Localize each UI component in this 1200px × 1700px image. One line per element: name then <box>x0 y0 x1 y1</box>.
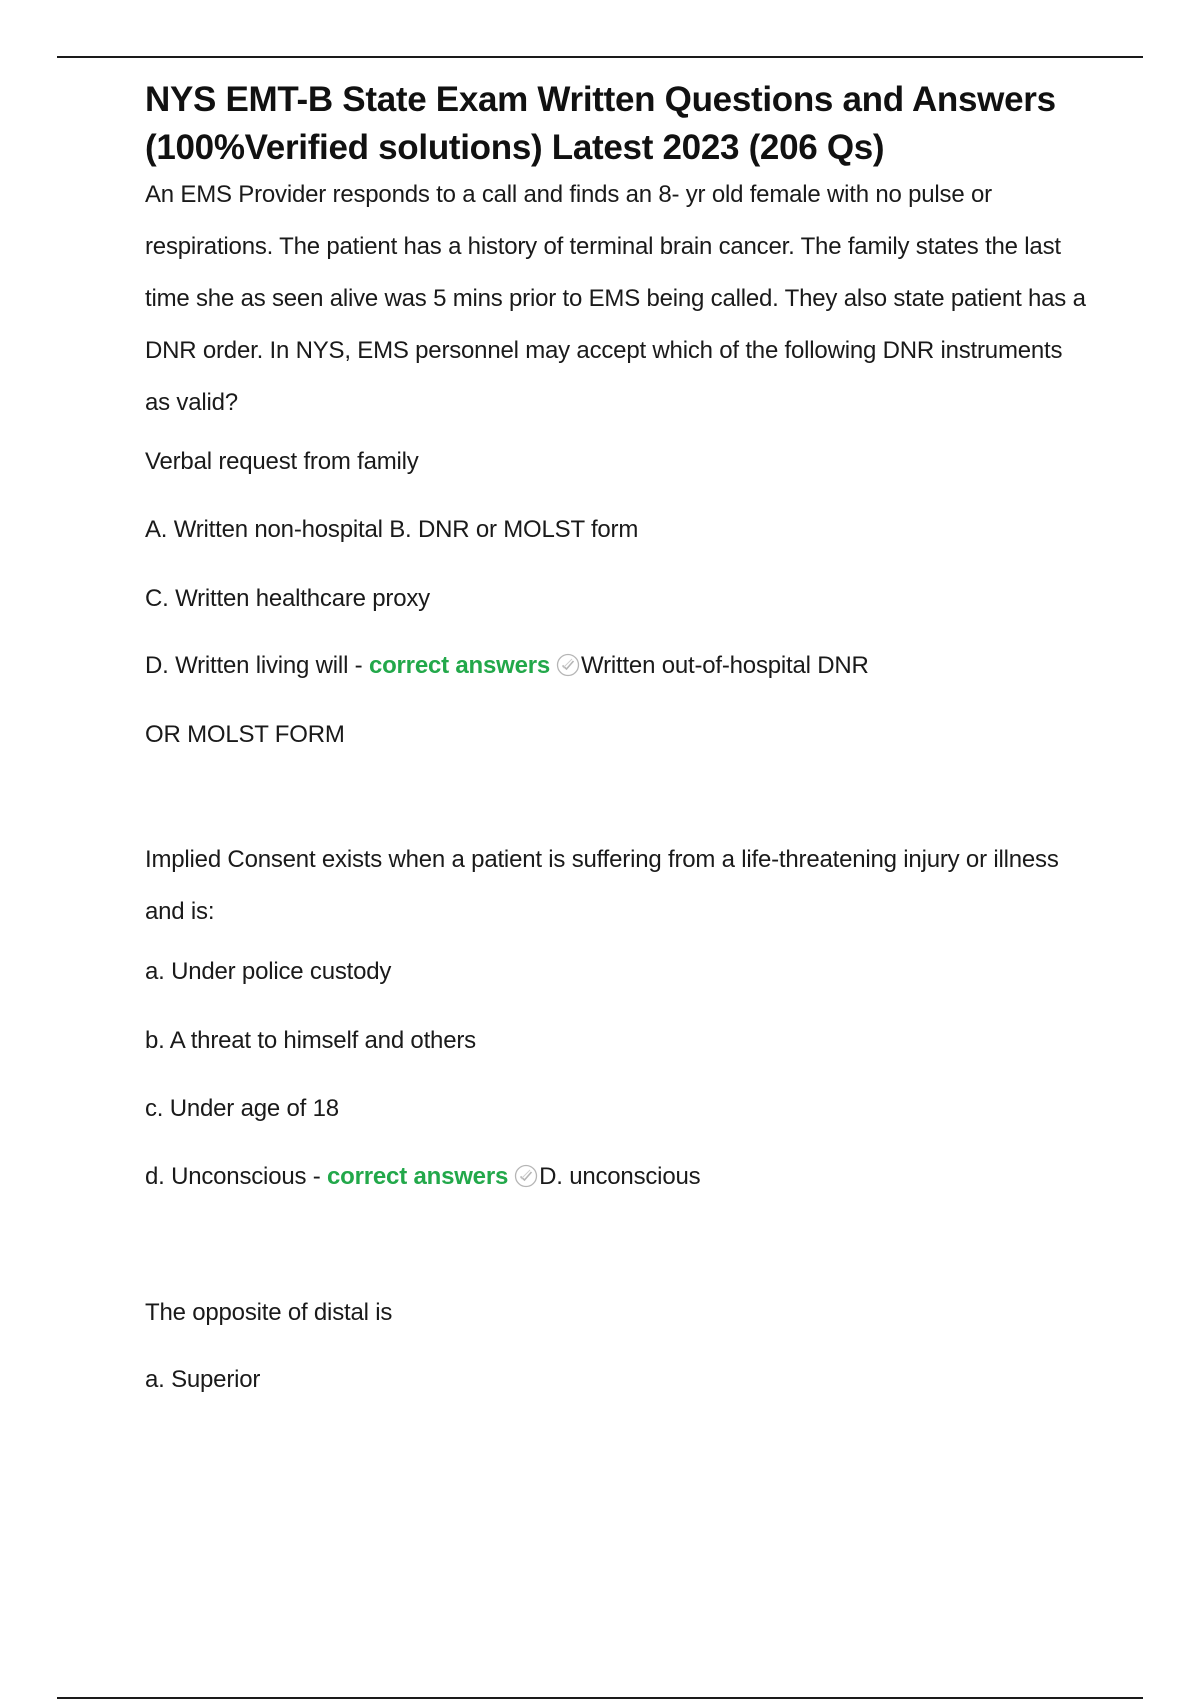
question-1-line-2: A. Written non-hospital B. DNR or MOLST form <box>145 516 639 543</box>
question-2-answer-prefix: d. Unconscious - <box>145 1163 328 1190</box>
question-1-line-1: Verbal request from family <box>145 448 419 475</box>
question-2-answer-line <box>145 1160 1090 1194</box>
document-title: NYS EMT-B State Exam Written Questions and Answers (100%Verified solutions) Latest 2023 (206 Qs) <box>145 80 1056 167</box>
check-badge-icon <box>556 653 580 677</box>
question-2-line-2: b. A threat to himself and others <box>145 1027 476 1054</box>
question-2-answer-text: D. unconscious <box>539 1163 701 1190</box>
top-rule <box>57 56 1143 58</box>
bottom-rule <box>57 1697 1143 1699</box>
question-1-answer-continuation: OR MOLST FORM <box>145 721 345 748</box>
question-1-answer-text: Written out-of-hospital DNR <box>581 652 869 679</box>
question-3-line-1: a. Superior <box>145 1366 261 1393</box>
question-1-answer-prefix: D. Written living will - <box>145 652 369 679</box>
question-1-line-3: C. Written healthcare proxy <box>145 585 430 612</box>
question-1-answer-line <box>145 649 1090 683</box>
document-content <box>145 76 1090 1397</box>
question-2-correct-label: correct answers <box>327 1163 509 1190</box>
question-3-text: The opposite of distal is <box>145 1299 393 1326</box>
question-1-text: An EMS Provider responds to a call and finds an 8- yr old female with no pulse or respirations. The patient has a history of terminal brain cancer. The family states the last time she as seen alive was 5 mins prior to EMS being called. They also state patient has a DNR order. In NYS, EMS personnel may accept which of the following DNR instruments as valid? <box>145 181 1086 416</box>
question-1-correct-label: correct answers <box>368 652 551 679</box>
check-badge-icon <box>514 1164 538 1188</box>
question-2-line-1: a. Under police custody <box>145 958 392 985</box>
question-2-text: Implied Consent exists when a patient is suffering from a life-threatening injury or illness and is: <box>145 846 1059 925</box>
question-2-line-3: c. Under age of 18 <box>145 1095 339 1122</box>
